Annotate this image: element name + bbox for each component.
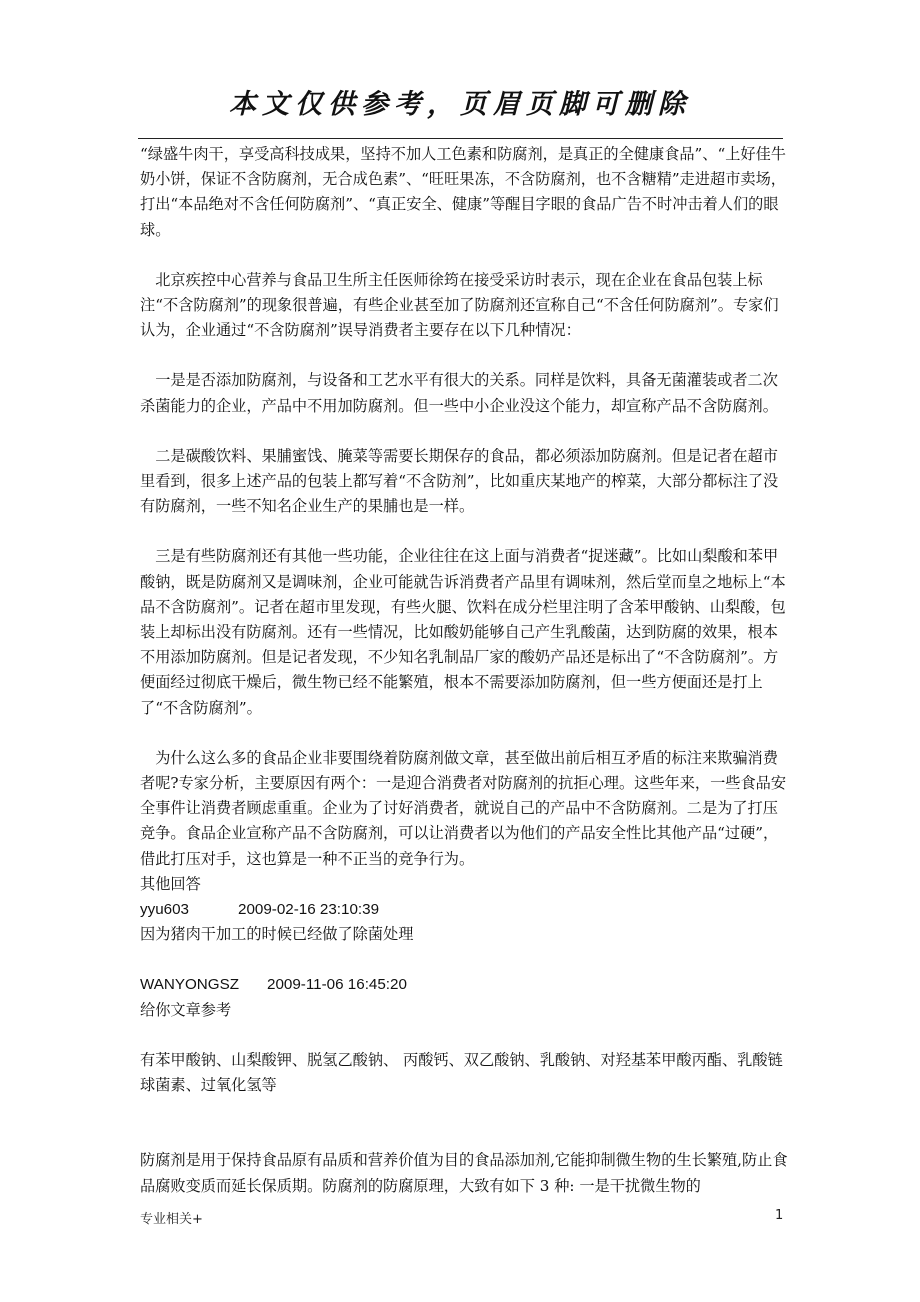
answer-1-meta [140, 897, 788, 922]
paragraph-2: 北京疾控中心营养与食品卫生所主任医师徐筠在接受采访时表示，现在企业在食品包装上标注“不含防腐剂”的现象很普遍，有些企业甚至加了防腐剂还宣称自己“不含任何防腐剂”。专家们认为，企业通过“不含防腐剂”误导消费者主要存在以下几种情况： [140, 270, 779, 340]
page-number: 1 [775, 1208, 784, 1223]
paragraph-5: 三是有些防腐剂还有其他一些功能，企业往往在这上面与消费者“捉迷藏”。比如山梨酸和苯甲酸钠，既是防腐剂又是调味剂，企业可能就告诉消费者产品里有调味剂，然后堂而皇之地标上“本品不含防腐剂”。记者在超市里发现，有些火腿、饮料在成分栏里注明了含苯甲酸钠、山梨酸，包装上却标出没有防腐剂。还有一些情况，比如酸奶能够自己产生乳酸菌，达到防腐的效果，根本不用添加防腐剂。但是记者发现，不少知名乳制品厂家的酸奶产品还是标出了“不含防腐剂”。方便面经过彻底干燥后，微生物已经不能繁殖，根本不需要添加防腐剂，但一些方便面还是打上了“不含防腐剂”。 [140, 547, 786, 717]
answer-1-user: yyu603 [140, 901, 189, 919]
answer-2-date: 2009-11-06 16:45:20 [267, 976, 407, 994]
answer-2-text: 给你文章参考 [140, 1000, 232, 1019]
other-answers-heading: 其他回答 [140, 874, 201, 893]
answer-2-user: WANYONGSZ [140, 976, 240, 994]
paragraph-1: “绿盛牛肉干，享受高科技成果，坚持不加人工色素和防腐剂，是真正的全健康食品”、“上好佳牛奶小饼，保证不含防腐剂，无合成色素”、“旺旺果冻，不含防腐剂，也不含糖精”走进超市卖场，打出“本品绝对不含任何防腐剂”、“真正安全、健康”等醒目字眼的食品广告不时冲击着人们的眼球。 [140, 145, 786, 239]
answer-1-text: 因为猪肉干加工的时候已经做了除菌处理 [140, 925, 414, 944]
answer-2-list: 有苯甲酸钠、山梨酸钾、脱氢乙酸钠、 丙酸钙、双乙酸钠、乳酸钠、对羟基苯甲酸丙酯、乳酸链球菌素、过氧化氢等 [140, 1050, 783, 1095]
answer-2-meta [140, 972, 788, 997]
document-body [140, 142, 788, 1199]
answer-1-date: 2009-02-16 23:10:39 [238, 901, 380, 919]
paragraph-3: 一是是否添加防腐剂，与设备和工艺水平有很大的关系。同样是饮料，具备无菌灌装或者二次杀菌能力的企业，产品中不用加防腐剂。但一些中小企业没这个能力，却宣称产品不含防腐剂。 [140, 371, 778, 415]
paragraph-4: 二是碳酸饮料、果脯蜜饯、腌菜等需要长期保存的食品，都必须添加防腐剂。但是记者在超市里看到，很多上述产品的包装上都写着“不含防剂”，比如重庆某地产的榨菜，大部分都标注了没有防腐剂，一些不知名企业生产的果脯也是一样。 [140, 446, 779, 516]
answer-2-paragraph: 防腐剂是用于保持食品原有品质和营养价值为目的食品添加剂,它能抑制微生物的生长繁殖,防止食品腐败变质而延长保质期。防腐剂的防腐原理，大致有如下 3 种: 一是干扰微生物的 [140, 1151, 788, 1195]
paragraph-6: 为什么这么多的食品企业非要围绕着防腐剂做文章，甚至做出前后相互矛盾的标注来欺骗消费者呢?专家分析，主要原因有两个：一是迎合消费者对防腐剂的抗拒心理。这些年来，一些食品安全事件让消费者顾虑重重。企业为了讨好消费者，就说自己的产品中不含防腐剂。二是为了打压竞争。食品企业宣称产品不含防腐剂，可以让消费者以为他们的产品安全性比其他产品“过硬”，借此打压对手，这也算是一种不正当的竞争行为。 [140, 748, 787, 868]
header-rule [138, 138, 783, 139]
footer-label: 专业相关+ [140, 1212, 203, 1227]
header-note: 本文仅供参考，页眉页脚可删除 [229, 89, 691, 120]
